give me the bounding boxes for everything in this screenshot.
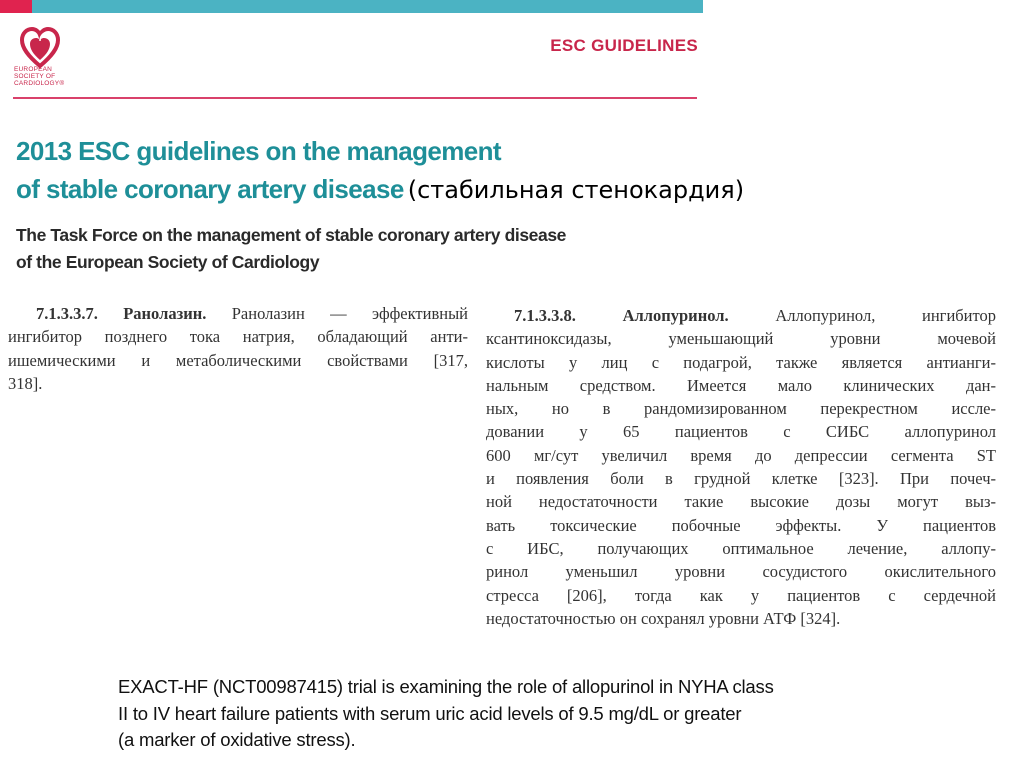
section-allopurinol [486, 304, 996, 630]
text-line: 318]. [8, 373, 43, 393]
section-first-line [486, 304, 996, 327]
logo-text-line: EUROPEAN [14, 66, 53, 73]
note-line: (a marker of oxidative stress). [118, 729, 356, 750]
text-line: с ИБС, получающих оптимальное лечение, аллопу- [486, 538, 996, 558]
text-line: Ранолазин — эффективный [231, 304, 468, 323]
note-line: II to IV heart failure patients with serum uric acid levels of 9.5 mg/dL or greater [118, 702, 742, 724]
text-line: ингибитор позднего тока натрия, обладающий анти- [8, 327, 468, 347]
title-line-1: 2013 ESC guidelines on the management [16, 136, 501, 166]
section-ranolazine [8, 302, 468, 395]
text-line: ринол уменьшил уровни сосудистого окислительного [486, 562, 996, 582]
text-line: ишемическими и метаболическими свойствами [317, [8, 350, 468, 370]
text-line: довании у 65 пациентов с СИБС аллопуринол [486, 422, 996, 442]
section-heading: 7.1.3.3.7. Ранолазин. [36, 304, 207, 323]
section-first-line [8, 302, 468, 325]
document-subtitle [16, 222, 566, 276]
text-line: 600 мг/сут увеличил время до депрессии сегмента ST [486, 445, 996, 465]
header-divider [13, 97, 697, 99]
text-line: и появления боли в грудной клетке [323]. При почеч- [486, 469, 996, 489]
title-annotation: (стабильная стенокардия) [407, 176, 745, 204]
section-heading: 7.1.3.3.8. Аллопуринол. [514, 306, 729, 325]
top-accent-bar-red [0, 0, 32, 13]
note-line: EXACT-HF (NCT00987415) trial is examining the role of allopurinol in NYHA class [118, 676, 774, 697]
text-line: кислоты у лиц с подагрой, также является антианги- [486, 352, 996, 372]
text-line: ной недостаточности такие высокие дозы могут выз- [486, 492, 996, 512]
top-accent-bar-teal [32, 0, 703, 13]
subtitle-line-1: The Task Force on the management of stable coronary artery disease [16, 225, 566, 245]
text-line: ксантиноксидазы, уменьшающий уровни мочевой [486, 329, 996, 349]
text-line: недостаточностью он сохранял уровни АТФ [324]. [486, 608, 841, 628]
text-line: вать токсические побочные эффекты. У пациентов [486, 515, 996, 535]
logo-text-line: SOCIETY OF [14, 73, 56, 80]
subtitle-line-2: of the European Society of Cardiology [16, 252, 320, 272]
text-line: нальным средством. Имеется мало клинических дан- [486, 375, 996, 395]
text-line: Аллопуринол, ингибитор [775, 306, 996, 325]
logo-text-line: CARDIOLOGY® [14, 80, 65, 87]
document-title [16, 132, 744, 209]
text-line: стресса [206], тогда как у пациентов с сердечной [486, 585, 996, 605]
esc-guidelines-header: ESC GUIDELINES [550, 36, 698, 55]
text-line: ных, но в рандомизированном перекрестном иссле- [486, 399, 996, 419]
title-line-2-text: of stable coronary artery disease [16, 174, 404, 204]
exact-hf-note [118, 674, 978, 754]
title-line-2 [16, 170, 744, 209]
logo-text [14, 66, 64, 87]
